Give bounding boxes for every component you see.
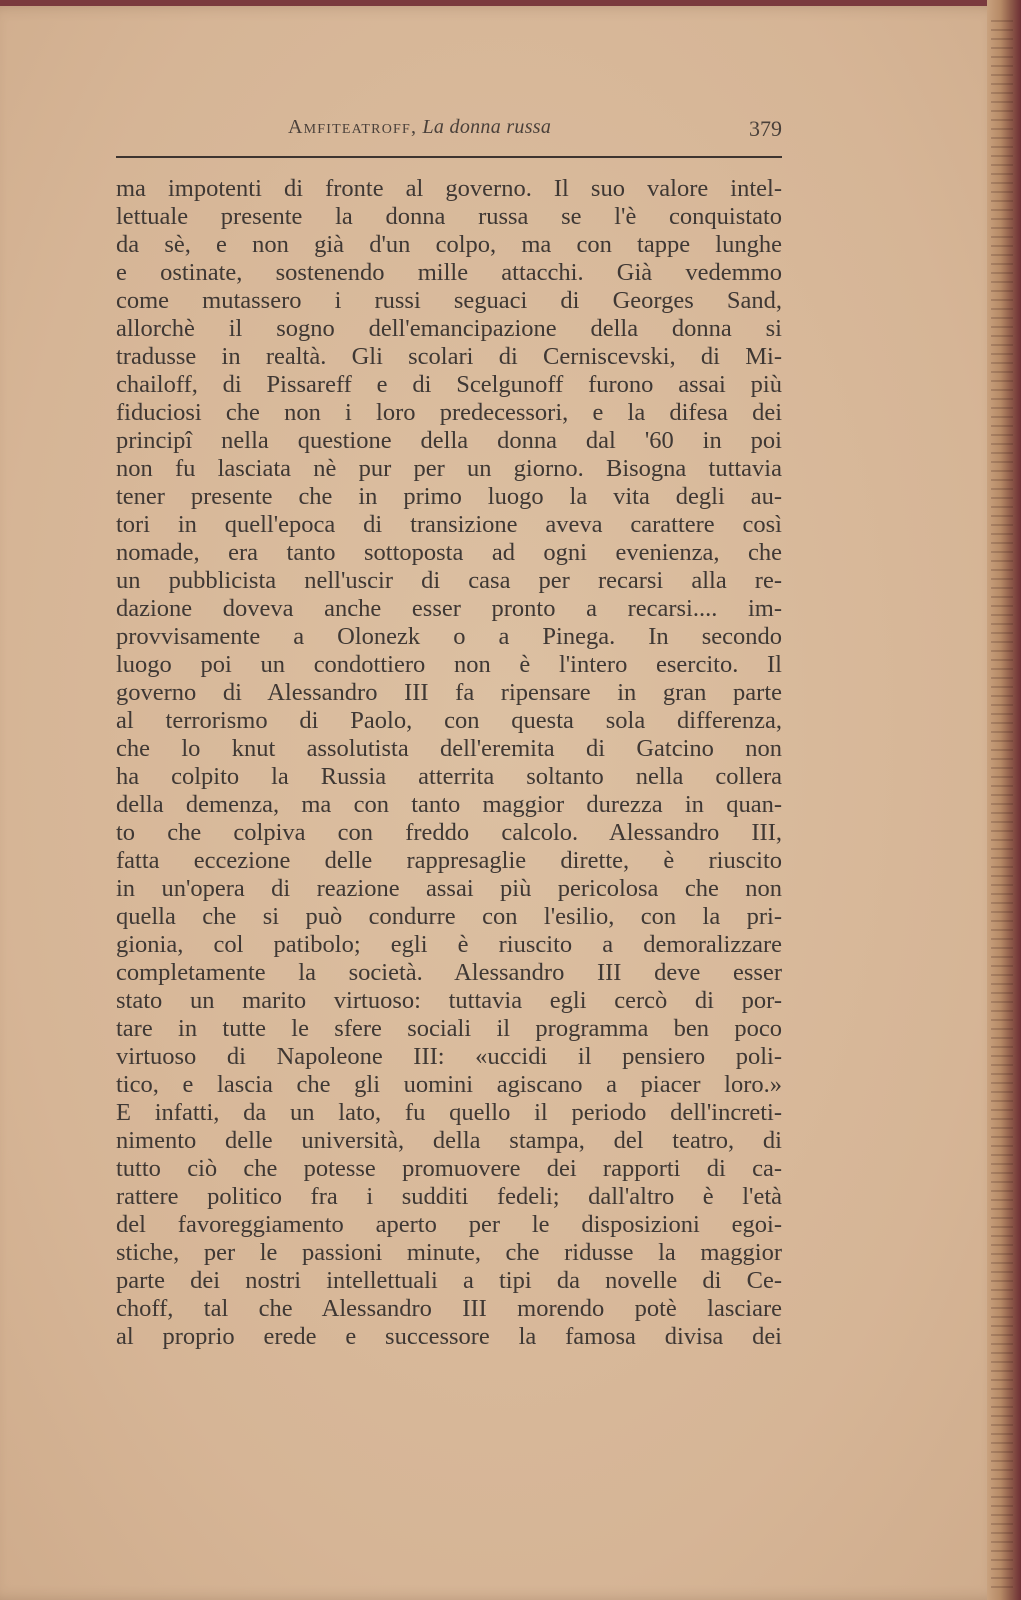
running-head-author: Amfiteatroff,	[288, 116, 418, 138]
running-head-book-title: La donna russa	[422, 116, 552, 138]
text-line: al proprio erede e successore la famosa divisa dei	[116, 1323, 782, 1350]
text-line: tare in tutte le sfere sociali il programma ben poco	[116, 1015, 782, 1042]
text-line: tutto ciò che potesse promuovere dei rapporti di ca-	[116, 1155, 782, 1182]
running-header	[116, 114, 782, 148]
text-line: fatta eccezione delle rappresaglie dirette, è riuscito	[116, 847, 782, 874]
text-line: gionia, col patibolo; egli è riuscito a demoralizzare	[116, 931, 782, 958]
text-line: tico, e lascia che gli uomini agiscano a piacer loro.»	[116, 1071, 782, 1098]
running-head-title	[288, 116, 551, 139]
text-line: al terrorismo di Paolo, con questa sola differenza,	[116, 707, 782, 734]
text-line: quella che si può condurre con l'esilio, con la pri-	[116, 903, 782, 930]
text-line: che lo knut assolutista dell'eremita di Gatcino non	[116, 735, 782, 762]
text-line: della demenza, ma con tanto maggior durezza in quan-	[116, 791, 782, 818]
page-edge	[987, 0, 1021, 1600]
text-line: da sè, e non già d'un colpo, ma con tappe lunghe	[116, 231, 782, 258]
text-line: allorchè il sogno dell'emancipazione della donna si	[116, 315, 782, 342]
text-line: stato un marito virtuoso: tuttavia egli cercò di por-	[116, 987, 782, 1014]
text-line: governo di Alessandro III fa ripensare in gran parte	[116, 679, 782, 706]
text-line: dazione doveva anche esser pronto a recarsi.... im-	[116, 595, 782, 622]
text-line: tradusse in realtà. Gli scolari di Cerniscevski, di Mi-	[116, 343, 782, 370]
text-line: del favoreggiamento aperto per le disposizioni egoi-	[116, 1211, 782, 1238]
text-line: nimento delle università, della stampa, del teatro, di	[116, 1127, 782, 1154]
text-line: ha colpito la Russia atterrita soltanto nella collera	[116, 763, 782, 790]
text-line: provvisamente a Olonezk o a Pinega. In secondo	[116, 623, 782, 650]
header-rule	[116, 156, 782, 158]
body-text	[116, 175, 782, 1351]
text-line: choff, tal che Alessandro III morendo potè lasciare	[116, 1295, 782, 1322]
text-line: tener presente che in primo luogo la vita degli au-	[116, 483, 782, 510]
text-line: tori in quell'epoca di transizione aveva carattere così	[116, 511, 782, 538]
text-line: non fu lasciata nè pur per un giorno. Bisogna tuttavia	[116, 455, 782, 482]
text-line: rattere politico fra i sudditi fedeli; dall'altro è l'età	[116, 1183, 782, 1210]
text-line: un pubblicista nell'uscir di casa per recarsi alla re-	[116, 567, 782, 594]
text-line: nomade, era tanto sottoposta ad ogni evenienza, che	[116, 539, 782, 566]
text-line: stiche, per le passioni minute, che ridusse la maggior	[116, 1239, 782, 1266]
text-line: ma impotenti di fronte al governo. Il suo valore intel-	[116, 175, 782, 202]
text-line: e ostinate, sostenendo mille attacchi. Già vedemmo	[116, 259, 782, 286]
text-line: lettuale presente la donna russa se l'è conquistato	[116, 203, 782, 230]
text-line: to che colpiva con freddo calcolo. Alessandro III,	[116, 819, 782, 846]
text-line: chailoff, di Pissareff e di Scelgunoff furono assai più	[116, 371, 782, 398]
text-line: fiduciosi che non i loro predecessori, e la difesa dei	[116, 399, 782, 426]
text-line: virtuoso di Napoleone III: «uccidi il pensiero poli-	[116, 1043, 782, 1070]
text-line: principî nella questione della donna dal '60 in poi	[116, 427, 782, 454]
text-line: parte dei nostri intellettuali a tipi da novelle di Ce-	[116, 1267, 782, 1294]
text-line: come mutassero i russi seguaci di Georges Sand,	[116, 287, 782, 314]
page-edge-texture	[991, 20, 1013, 1590]
page-number: 379	[749, 116, 782, 141]
text-line: completamente la società. Alessandro III deve esser	[116, 959, 782, 986]
text-line: E infatti, da un lato, fu quello il periodo dell'increti-	[116, 1099, 782, 1126]
text-line: in un'opera di reazione assai più pericolosa che non	[116, 875, 782, 902]
text-line: luogo poi un condottiero non è l'intero esercito. Il	[116, 651, 782, 678]
